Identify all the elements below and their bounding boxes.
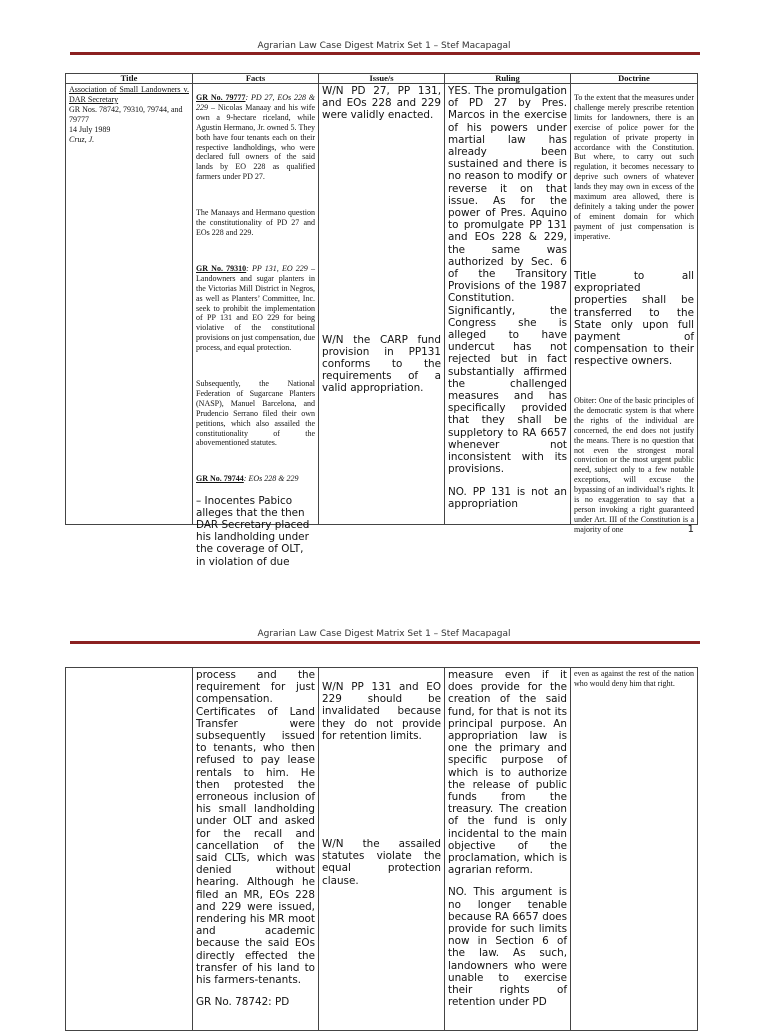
digest-table-continued [65, 667, 698, 1031]
issue-item: W/N PP 131 and EO 229 should be invalidated because they do not provide for retention limits. [322, 681, 441, 742]
gr-label: GR No. 79310 [196, 263, 247, 273]
facts-paragraph [196, 474, 315, 484]
gr-label: GR No. 79777 [196, 93, 246, 102]
header-rule [70, 52, 700, 55]
facts-paragraph: The Manaays and Hermano question the constitutionality of PD 27 and EOs 228 and 229. [196, 208, 315, 237]
issues-cell [319, 668, 445, 1031]
header-rule [70, 641, 700, 644]
doctrine-paragraph: Title to all expropriated properties shall be transferred to the State only upon full payment of compensation to their respective owners. [574, 269, 694, 368]
ruling-paragraph: NO. PP 131 is not an appropriation [448, 485, 567, 510]
ruling-paragraph: NO. This argument is no longer tenable because RA 6657 does provide for such limits now in Section 6 of the law. As such, landowners who were unable to exercise their rights of retention under PD [448, 886, 567, 1009]
column-header-ruling: Ruling [445, 74, 571, 84]
facts-cell [193, 668, 319, 1031]
facts-cell [193, 84, 319, 568]
table-row [66, 668, 698, 1031]
doctrine-paragraph: To the extent that the measures under challenge merely prescribe retention limits for landowners, there is an exercise of police power for the regulation of private property in accordance with the Constitution. But where, to carry out such regulation, it becomes necessary to deprive such owners of whatever lands they may own in excess of the maximum area allowed, there is definitely a taking under the power of eminent domain for which payment of just compensation is imperative. [574, 93, 694, 241]
facts-paragraph: Subsequently, the National Federation of Sugarcane Planters (NASP), Manuel Barcelona, and Prudencio Serrano filed their own petitions, which also assailed the constitutionality of the abovementioned statutes. [196, 379, 315, 448]
column-header-facts: Facts [193, 74, 319, 84]
gr-subject: : PP 131, EO 229 [246, 263, 308, 273]
doctrine-cell [571, 668, 698, 1031]
ruling-cell [445, 668, 571, 1031]
title-cell [66, 668, 193, 1031]
doctrine-paragraph: Obiter: One of the basic principles of the democratic system is that where the rights of the individual are concerned, the end does not justify the means. There is no question that not even the strongest moral conviction or the most urgent public need, subject only to a few notable exceptions, will excuse the bypassing of an individual’s rights. It is no exaggeration to say that a person invoking a right guaranteed under Art. III of the Constitution is a majority of one [574, 396, 694, 534]
facts-paragraph [196, 93, 315, 182]
digest-table [65, 73, 698, 568]
ruling-paragraph: measure even if it does provide for the creation of the said fund, for that is not its principal purpose. An appropriation law is one the primary and specific purpose of which is to authorize the release of public funds from the treasury. The creation of the fund is only incidental to the main objective of the proclamation, which is agrarian reform. [448, 669, 567, 877]
facts-text: GR No. 78742: PD [196, 996, 290, 1009]
issue-item: W/N the assailed statutes violate the equal protection clause. [322, 838, 441, 887]
doctrine-paragraph: even as against the rest of the nation who would deny him that right. [574, 669, 694, 688]
page-header: Agrarian Law Case Digest Matrix Set 1 – Stef Macapagal [257, 41, 511, 51]
issue-item: W/N the CARP fund provision in PP131 conforms to the requirements of a valid appropriation. [322, 333, 441, 395]
decision-date: 14 July 1989 [69, 124, 111, 134]
facts-text: – Nicolas Manaay and his wife own a 9-hectare riceland, while Agustin Hermano, Jr. owned 5. They both have four tenants each on their respective landholdings, who were declared full owners of the said lands by EO 228 as qualified farmers under PD 27. [196, 102, 315, 182]
gr-label: GR No. 79744 [196, 474, 244, 484]
gr-subject: : EOs 228 & 229 [243, 474, 299, 484]
gr-numbers: GR Nos. 78742, 79310, 79744, and 79777 [69, 104, 183, 124]
issue-item: W/N PD 27, PP 131, and EOs 228 and 229 were validly enacted. [322, 85, 441, 122]
table-header-row [66, 74, 698, 84]
title-cell [66, 84, 193, 525]
column-header-title: Title [66, 74, 193, 84]
page-number: 1 [687, 524, 694, 535]
ruling-paragraph: YES. The promulgation of PD 27 by Pres. Marcos in the exercise of his powers under martial law has already been sustained and there is no reason to modify or reverse it on that issue. As for the power of Pres. Aquino to promulgate PP 131 and EOs 228 & 229, the same was authorized by Sec. 6 of the Transitory Provisions of the 1987 Constitution. Significantly, the Congress she is alleged to have undercut has not rejected but in fact substantially affirmed the challenged measures and has specifically provided that they shall be suppletory to RA 6657 whenever not inconsistent with its provisions. [448, 85, 567, 476]
facts-paragraph [196, 264, 315, 353]
table-row [66, 84, 698, 525]
issues-cell [319, 84, 445, 525]
column-header-doctrine: Doctrine [571, 74, 698, 84]
ponente: Cruz, J. [69, 134, 95, 144]
gr-subject: : PD 27, EOs 228 & 229 [196, 93, 316, 112]
facts-text: process and the requirement for just compensation. Certificates of Land Transfer were subsequently issued to tenants, who then refused to pay lease rentals to him. He then protested the erroneous inclusion of his small landholding under OLT and asked for the recall and cancellation of the said CLTs, which was denied without hearing. Although he filed an MR, EOs 228 and 229 were issued, rendering his MR moot and academic because the said EOs directly effected the transfer of his land to his farmers-tenants. [196, 669, 315, 987]
facts-text: – Inocentes Pabico alleges that the then DAR Secretary placed his landholding under the coverage of OLT, in violation of due [196, 494, 310, 568]
facts-text: – Landowners and sugar planters in the Victorias Mill District in Negros, as well as Planters’ Committee, Inc. seek to prohibit the implementation of PP 131 and EO 229 for being violative of the constitutional provisions on just compensation, due process, and equal protection. [196, 263, 315, 353]
column-header-issues: Issue/s [319, 74, 445, 84]
page-header: Agrarian Law Case Digest Matrix Set 1 – Stef Macapagal [257, 629, 511, 639]
case-name: Association of Small Landowners v. DAR Secretary [69, 85, 189, 104]
ruling-cell [445, 84, 571, 525]
doctrine-cell [571, 84, 698, 534]
